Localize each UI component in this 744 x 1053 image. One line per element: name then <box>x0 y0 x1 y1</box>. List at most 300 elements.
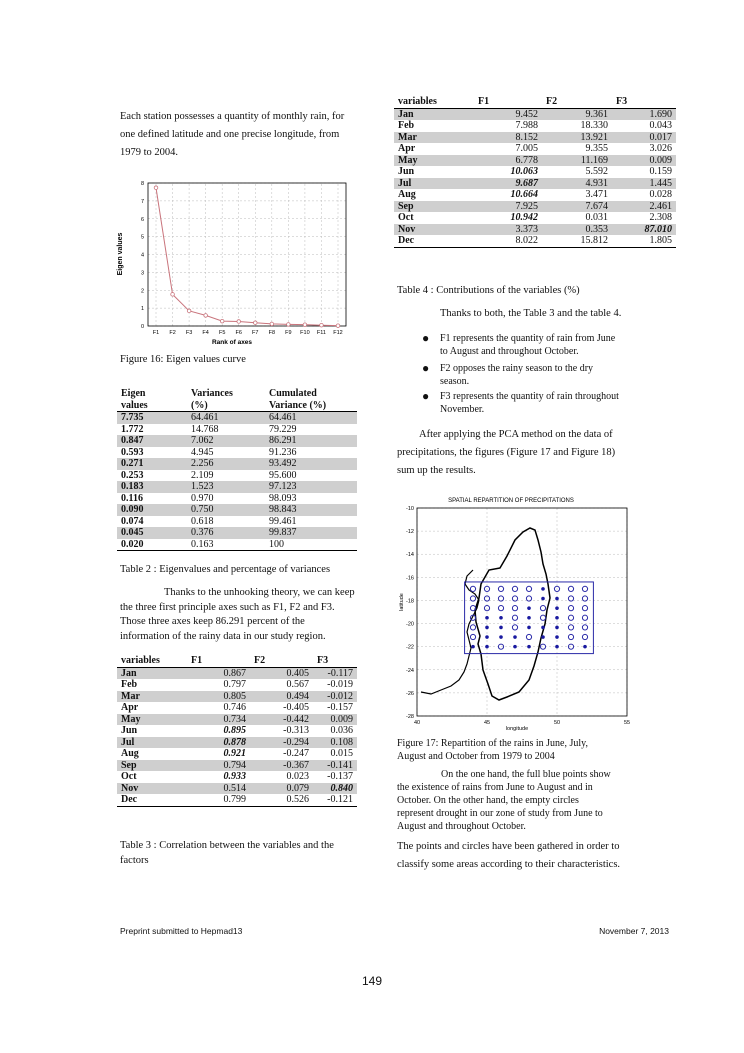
table-cell: 7.925 <box>474 201 542 213</box>
data-point <box>237 320 241 324</box>
table-cell: 0.009 <box>313 714 357 726</box>
table-cell: Oct <box>398 212 414 223</box>
bullet-line: to August and throughout October. <box>440 346 579 357</box>
table-row <box>117 527 357 539</box>
y-tick-label: -22 <box>406 644 414 651</box>
table-row <box>117 737 357 749</box>
table-cell: 93.492 <box>265 458 357 470</box>
filled-point <box>583 645 587 649</box>
table-cell: 0.116 <box>121 492 143 504</box>
table-cell: 0.840 <box>313 783 357 795</box>
table-cell: 0.108 <box>313 737 357 749</box>
eigen-values-chart <box>112 174 357 346</box>
table3-caption-line: Table 3 : Correlation between the variables and the <box>120 840 334 851</box>
table-cell: -0.157 <box>327 702 353 713</box>
table-cell: 10.942 <box>510 212 538 223</box>
table-cell: Jun <box>121 725 138 736</box>
table-cell: 0.847 <box>117 435 187 447</box>
onehand-line: represent drought in our zone of study from June to <box>397 808 603 819</box>
chart-grid <box>148 183 346 326</box>
table-row <box>117 679 357 691</box>
y-tick-label: -20 <box>406 621 414 628</box>
table-cell: 0.494 <box>250 691 313 703</box>
table-cell: 1.805 <box>649 235 672 246</box>
table-cell: Jan <box>117 667 187 679</box>
filled-point <box>555 635 559 639</box>
table-cell: 3.026 <box>649 143 672 154</box>
table-cell: 0.043 <box>649 120 672 131</box>
table-row <box>117 760 357 772</box>
table-cell: 2.461 <box>612 201 676 213</box>
empty-circle <box>498 606 503 611</box>
table-row <box>117 539 357 551</box>
table-cell: 0.799 <box>223 794 246 805</box>
filled-point <box>499 635 503 639</box>
table-cell: -0.117 <box>313 667 357 679</box>
table-row <box>117 702 357 714</box>
y-tick-label: 1 <box>140 306 144 313</box>
table2-header: Cumulated <box>269 388 317 399</box>
data-point <box>204 314 208 318</box>
table3-header: F1 <box>187 655 250 667</box>
intro-paragraph <box>120 108 365 156</box>
table-cell: 0.797 <box>223 679 246 690</box>
table-row <box>394 120 676 132</box>
x-tick-label: F9 <box>285 330 292 336</box>
table-cell: 0.031 <box>585 212 608 223</box>
table-cell: 0.023 <box>286 771 309 782</box>
y-tick-label: 5 <box>140 234 144 241</box>
table-cell: 13.921 <box>542 132 612 144</box>
table-cell: 9.687 <box>474 178 542 190</box>
table-cell: 9.355 <box>585 143 608 154</box>
x-tick-label: F11 <box>316 330 326 336</box>
empty-circle <box>498 586 503 591</box>
footer-right: November 7, 2013 <box>599 926 669 936</box>
table-row <box>394 108 676 120</box>
table-cell: -0.019 <box>327 679 353 690</box>
empty-circle <box>568 615 573 620</box>
table-cell: -0.137 <box>327 771 353 782</box>
filled-point <box>513 645 517 649</box>
x-tick-label: 50 <box>553 720 561 726</box>
table-cell: 15.812 <box>580 235 608 246</box>
table-cell: 7.988 <box>515 120 538 131</box>
data-point <box>320 323 324 327</box>
x-tick-label: F7 <box>252 330 259 336</box>
onehand-line: the existence of rains from June to August and in <box>397 782 593 793</box>
map-x-label: longitude <box>505 726 529 732</box>
figure17-caption-line: August and October from 1979 to 2004 <box>397 751 555 762</box>
onehand-line: August and throughout October. <box>397 821 526 832</box>
map-frame <box>417 508 627 716</box>
table-cell: 0.895 <box>223 725 246 736</box>
bullet-icon: ● <box>422 389 430 403</box>
intro-line: Each station possesses a quantity of monthly rain, for <box>120 111 345 122</box>
table-cell: May <box>394 155 474 167</box>
figure17-caption-line: Figure 17: Repartition of the rains in June, July, <box>397 738 588 749</box>
filled-point <box>541 587 545 591</box>
table4-header: variables <box>394 96 474 108</box>
table-cell: 0.045 <box>117 527 187 539</box>
bullet-item <box>422 331 680 358</box>
table2-header-row <box>117 400 357 412</box>
filled-point <box>485 626 489 630</box>
table3-header-row <box>117 655 357 667</box>
table-cell: 0.567 <box>286 679 309 690</box>
table-cell: 0.036 <box>330 725 353 736</box>
table-cell: 0.015 <box>330 748 353 759</box>
map-title: SPATIAL REPARTITION OF PRECIPITATIONS <box>448 498 574 504</box>
table-cell: 0.933 <box>223 771 246 782</box>
filled-point <box>555 645 559 649</box>
table-cell: 0.405 <box>250 667 313 679</box>
table-cell: 0.020 <box>121 538 144 550</box>
y-tick-label: 6 <box>140 216 144 223</box>
table-row <box>117 424 357 436</box>
station-points <box>470 586 587 649</box>
table-cell: 7.062 <box>187 435 265 447</box>
empty-circle <box>470 606 475 611</box>
table-cell: Mar <box>117 691 187 703</box>
data-point <box>220 319 224 323</box>
pca-line: After applying the PCA method on the data of <box>419 429 613 440</box>
table4-header-row <box>394 96 676 108</box>
table-cell: -0.121 <box>327 794 353 805</box>
filled-point <box>485 616 489 620</box>
table-cell: -0.012 <box>313 691 357 703</box>
table-cell: 10.063 <box>510 166 538 177</box>
table-cell: May <box>117 714 187 726</box>
table2-header-row <box>117 388 357 400</box>
y-tick-label: -26 <box>406 690 414 697</box>
table-cell: 0.163 <box>191 538 214 550</box>
table-cell: 0.734 <box>187 714 250 726</box>
table-cell: 0.271 <box>117 458 187 470</box>
onehand-paragraph <box>397 768 677 833</box>
y-tick-label: -28 <box>406 714 414 720</box>
y-tick-label: 2 <box>140 288 144 295</box>
table-cell: 98.843 <box>265 504 357 516</box>
empty-circle <box>470 586 475 591</box>
table-cell: 1.523 <box>187 481 265 493</box>
data-point <box>253 321 257 325</box>
table-cell: 64.461 <box>265 412 357 424</box>
onehand-line: On the one hand, the full blue points show <box>441 769 611 780</box>
empty-circle <box>512 586 517 591</box>
empty-circle <box>512 606 517 611</box>
precipitation-map <box>395 494 640 734</box>
filled-point <box>541 626 545 630</box>
filled-point <box>499 626 503 630</box>
empty-circle <box>582 586 587 591</box>
table-cell: 3.373 <box>474 224 542 236</box>
table4-header: F1 <box>474 96 542 108</box>
unhooking-line: information of the rainy data in our study region. <box>120 630 326 642</box>
table-row <box>117 725 357 737</box>
table-row <box>394 143 676 155</box>
empty-circle <box>568 634 573 639</box>
empty-circle <box>526 586 531 591</box>
filled-point <box>527 616 531 620</box>
bullet-icon: ● <box>422 361 430 375</box>
x-tick-label: F12 <box>333 330 343 336</box>
empty-circle <box>568 606 573 611</box>
bullet-item <box>422 361 680 388</box>
table-cell: 10.664 <box>510 189 538 200</box>
x-tick-label: 55 <box>623 720 631 726</box>
y-tick-label: 4 <box>140 252 144 259</box>
table-cell: -0.313 <box>283 725 309 736</box>
table-cell: 86.291 <box>265 435 357 447</box>
table-cell: -0.405 <box>283 702 309 713</box>
table4-header: F3 <box>612 96 676 108</box>
table-row <box>394 178 676 190</box>
table-cell: Nov <box>394 224 474 236</box>
empty-circle <box>582 625 587 630</box>
table-cell: 0.970 <box>191 492 214 504</box>
filled-point <box>555 626 559 630</box>
table-cell: 95.600 <box>269 469 297 481</box>
table4-header: F2 <box>542 96 612 108</box>
points-line: The points and circles have been gathered in order to <box>397 841 620 852</box>
table-row <box>117 516 357 528</box>
table-row <box>117 470 357 482</box>
table-cell: 0.878 <box>187 737 250 749</box>
x-tick-label: F5 <box>218 330 226 336</box>
empty-circle <box>526 634 531 639</box>
table-cell: 0.159 <box>649 166 672 177</box>
pca-paragraph <box>397 426 677 480</box>
table-cell: Sep <box>117 760 187 772</box>
x-axis-ticks <box>153 330 343 336</box>
table-cell: 3.471 <box>585 189 608 200</box>
table-cell: Jul <box>394 178 474 190</box>
table-cell: 0.514 <box>187 783 250 795</box>
table-cell: 9.361 <box>542 108 612 120</box>
points-paragraph <box>397 838 687 874</box>
table-cell: 0.867 <box>187 667 250 679</box>
filled-point <box>485 635 489 639</box>
table-cell: 0.526 <box>286 794 309 805</box>
points-line: classify some areas according to their characteristics. <box>397 859 621 870</box>
table-cell: Aug <box>398 189 416 200</box>
intro-line: one defined latitude and one precise longitude, from <box>120 129 340 140</box>
table3-header: variables <box>117 655 187 667</box>
empty-circle <box>568 586 573 591</box>
table-cell: 1.772 <box>121 423 144 435</box>
bullet-line: November. <box>440 404 485 415</box>
table-cell: 0.921 <box>223 748 246 759</box>
table-row <box>117 447 357 459</box>
y-tick-label: -18 <box>406 598 414 605</box>
y-tick-label: -14 <box>406 552 414 559</box>
table-cell: 0.079 <box>250 783 313 795</box>
table-row <box>394 155 676 167</box>
table-cell: 2.256 <box>187 458 265 470</box>
table-row <box>117 748 357 760</box>
empty-circle <box>470 634 475 639</box>
table-cell: Nov <box>117 783 187 795</box>
data-point <box>303 323 307 327</box>
table2-header: values <box>117 400 187 412</box>
bullet-item <box>422 389 680 416</box>
table3-header: F3 <box>313 655 357 667</box>
table-cell: Oct <box>121 771 137 782</box>
table-row <box>394 235 676 247</box>
figure16-caption: Figure 16: Eigen values curve <box>120 354 246 365</box>
table-cell: 0.805 <box>187 691 250 703</box>
x-tick-label: F2 <box>169 330 176 336</box>
y-tick-label: 3 <box>140 270 144 277</box>
filled-point <box>541 635 545 639</box>
table-cell: 99.837 <box>265 527 357 539</box>
pca-line: precipitations, the figures (Figure 17 and Figure 18) <box>397 447 616 458</box>
table2-caption: Table 2 : Eigenvalues and percentage of variances <box>120 564 331 575</box>
table-cell: 100 <box>269 538 284 550</box>
table-cell: 0.090 <box>117 504 187 516</box>
empty-circle <box>540 606 545 611</box>
table2-header: (%) <box>187 400 265 412</box>
table-cell: Jun <box>398 166 415 177</box>
table-cell: 1.445 <box>612 178 676 190</box>
table-cell: 4.931 <box>542 178 612 190</box>
table2-header: Variances <box>191 388 233 399</box>
table-cell: 7.735 <box>117 412 187 424</box>
data-point <box>270 322 274 326</box>
unhooking-paragraph <box>120 586 370 644</box>
data-point <box>171 293 175 297</box>
table-cell: Apr <box>121 702 139 713</box>
page-number: 149 <box>361 974 383 988</box>
table4-caption: Table 4 : Contributions of the variables (%) <box>397 285 580 296</box>
table-cell: 87.010 <box>612 224 676 236</box>
table-row <box>117 691 357 703</box>
empty-circle <box>540 615 545 620</box>
filled-point <box>541 597 545 601</box>
table-cell: 0.593 <box>121 446 144 458</box>
filled-point <box>527 626 531 630</box>
unhooking-line: Thanks to the unhooking theory, we can keep <box>164 587 355 598</box>
empty-circle <box>470 625 475 630</box>
y-tick-label: 8 <box>140 181 144 187</box>
unhooking-line: the three first principle axes such as F1, F2 and F3. <box>120 601 335 613</box>
map-y-ticks <box>406 506 414 720</box>
table-cell: 99.461 <box>269 515 297 527</box>
y-axis-ticks <box>141 181 144 330</box>
table-row <box>117 412 357 424</box>
data-point <box>187 309 191 313</box>
table3-header: F2 <box>250 655 313 667</box>
table-cell: 11.169 <box>542 155 612 167</box>
table-cell: Dec <box>121 794 138 805</box>
table-cell: -0.141 <box>313 760 357 772</box>
table-cell: Sep <box>394 201 474 213</box>
x-tick-label: F10 <box>300 330 310 336</box>
table-cell: 0.017 <box>612 132 676 144</box>
table-row <box>117 771 357 783</box>
data-point <box>154 186 158 190</box>
x-tick-label: F3 <box>185 330 193 336</box>
table4 <box>394 96 676 248</box>
table-row <box>117 458 357 470</box>
table-cell: 0.618 <box>191 515 214 527</box>
bullet-line: F2 opposes the rainy season to the dry <box>440 363 594 374</box>
table3-caption-line: factors <box>120 855 149 863</box>
y-tick-label: 0 <box>140 324 144 330</box>
table-row <box>394 132 676 144</box>
table-row <box>394 201 676 213</box>
bullet-line: season. <box>440 376 470 387</box>
table-row <box>394 224 676 236</box>
madagascar-outline <box>475 528 550 700</box>
table-cell: 1.690 <box>612 108 676 120</box>
table-row <box>394 189 676 201</box>
table-cell: 91.236 <box>269 446 297 458</box>
y-tick-label: -10 <box>406 506 414 512</box>
x-tick-label: 40 <box>413 720 421 726</box>
table-cell: 7.005 <box>515 143 538 154</box>
pca-line: sum up the results. <box>397 465 476 476</box>
table2-header: Variance (%) <box>265 400 357 412</box>
table-cell: Mar <box>394 132 474 144</box>
table-cell: Dec <box>398 235 415 246</box>
table-row <box>117 504 357 516</box>
table-cell: 8.022 <box>515 235 538 246</box>
filled-point <box>527 645 531 649</box>
onehand-line: October. On the other hand, the empty circles <box>397 795 579 806</box>
table-row <box>394 212 676 224</box>
table-cell: -0.442 <box>250 714 313 726</box>
table-row <box>117 481 357 493</box>
table-cell: 2.109 <box>191 469 214 481</box>
data-point <box>336 324 340 328</box>
table2-header: Eigen <box>121 388 146 399</box>
empty-circle <box>568 625 573 630</box>
table-cell: 0.353 <box>542 224 612 236</box>
table-cell: Apr <box>398 143 416 154</box>
x-axis-label: Rank of axes <box>211 339 253 346</box>
table-cell: 98.093 <box>269 492 297 504</box>
figure17-caption <box>397 737 667 763</box>
table-cell: 8.152 <box>474 132 542 144</box>
table-cell: Jan <box>394 108 474 120</box>
y-axis-label: Eigen values <box>117 232 124 276</box>
y-tick-label: -16 <box>406 575 414 582</box>
table-cell: 0.074 <box>121 515 144 527</box>
empty-circle <box>582 634 587 639</box>
table-cell: 2.308 <box>649 212 672 223</box>
table-cell: 0.750 <box>187 504 265 516</box>
table-cell: 0.183 <box>117 481 187 493</box>
x-tick-label: F6 <box>235 330 242 336</box>
table-cell: 4.945 <box>191 446 214 458</box>
eigen-values-points <box>154 186 340 328</box>
table-cell: Aug <box>121 748 139 759</box>
eigen-values-line <box>156 188 338 326</box>
empty-circle <box>582 615 587 620</box>
table-row <box>117 493 357 505</box>
table-row <box>117 435 357 447</box>
map-y-label: latitude <box>399 593 405 611</box>
table-cell: 0.253 <box>121 469 144 481</box>
filled-point <box>555 616 559 620</box>
table-cell: 97.123 <box>265 481 357 493</box>
table-cell: Feb <box>398 120 415 131</box>
table-cell: 5.592 <box>585 166 608 177</box>
filled-point <box>499 616 503 620</box>
unhooking-line: Those three axes keep 86.291 percent of the <box>120 616 305 627</box>
